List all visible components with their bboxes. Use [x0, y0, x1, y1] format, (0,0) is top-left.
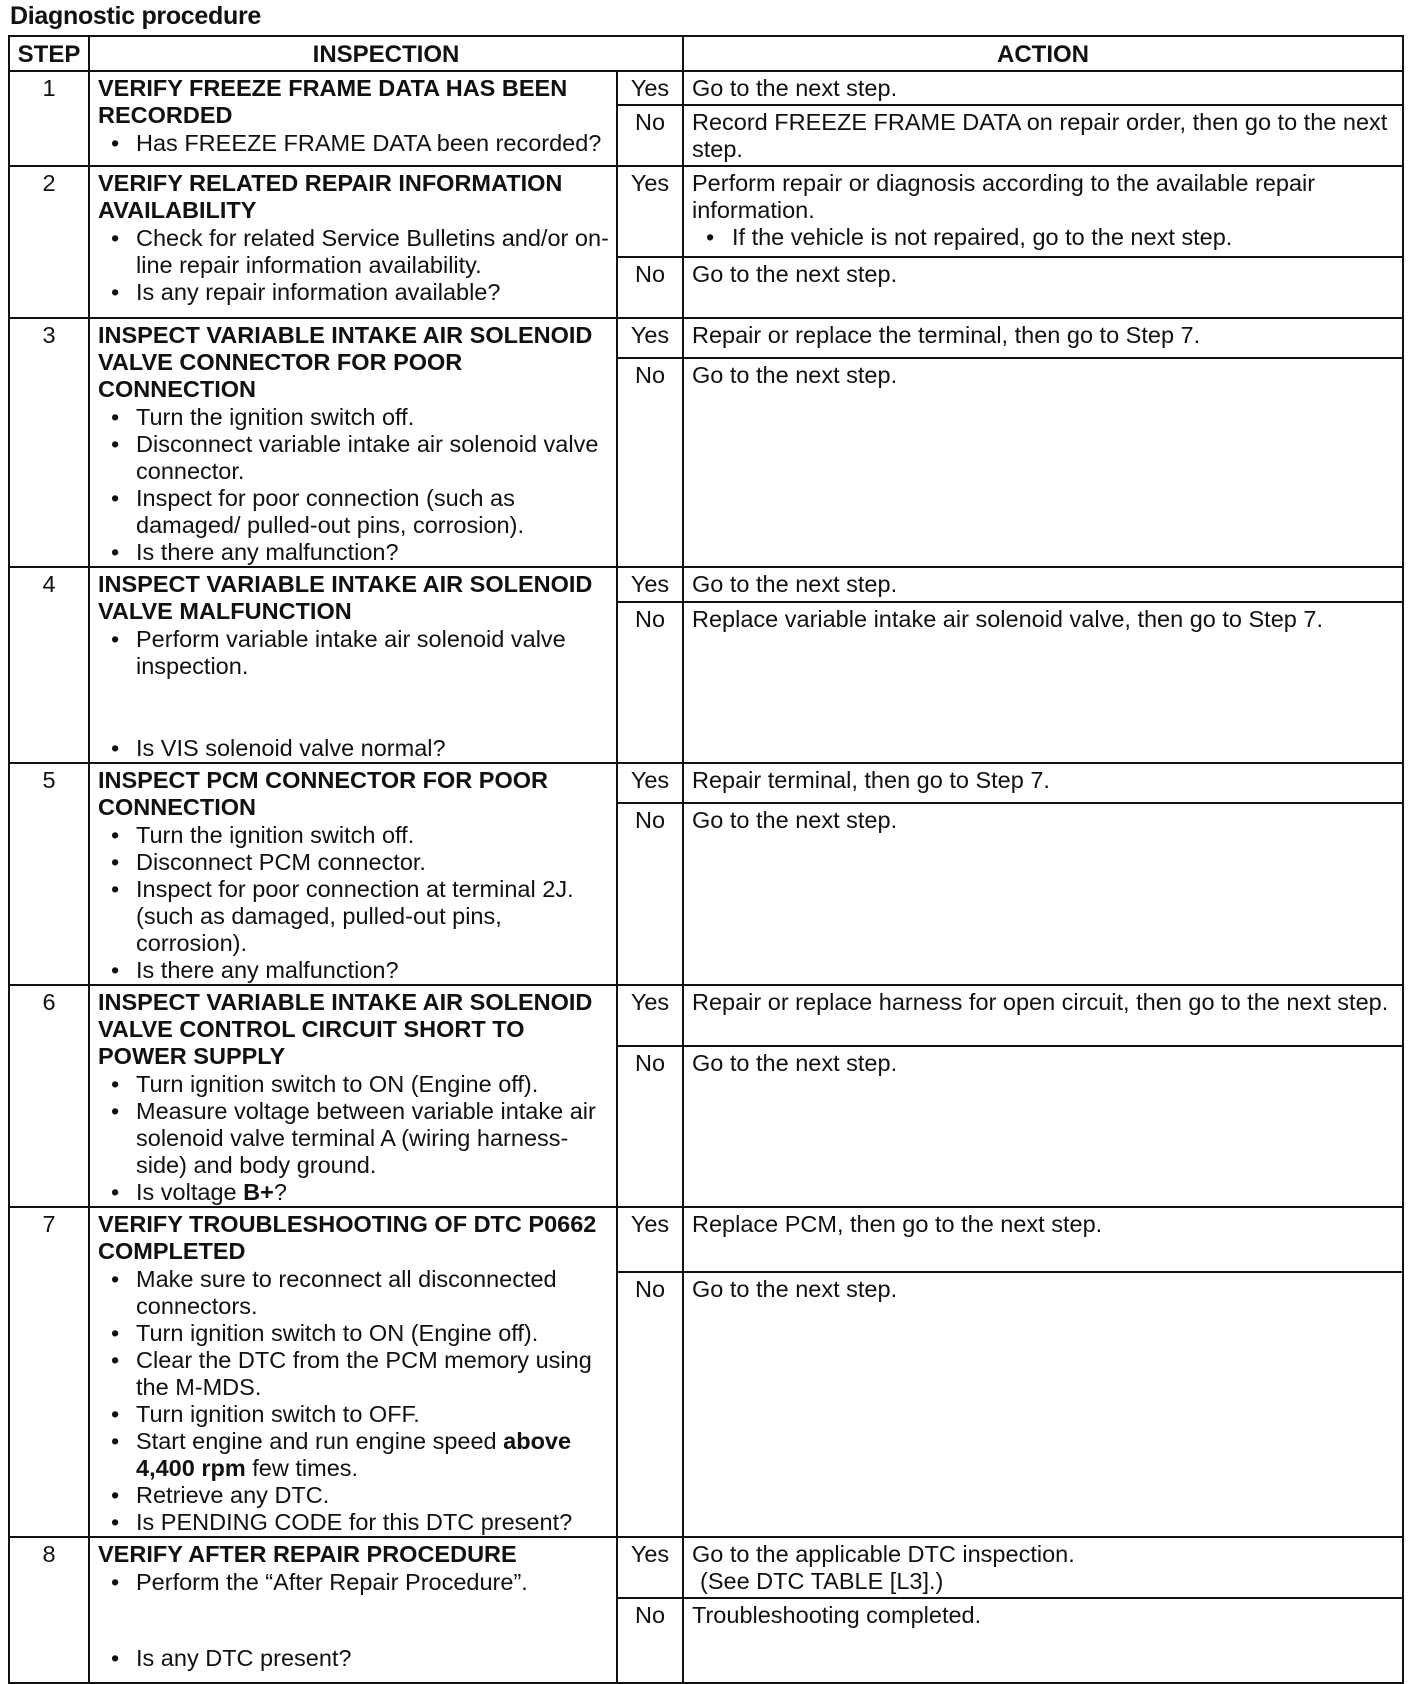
inspection-item: • Is voltage B+?: [108, 1179, 610, 1206]
diagnostic-table: [8, 35, 1404, 1684]
yes-action: Repair or replace the terminal, then go to Step 7.: [683, 318, 1403, 358]
no-action: Go to the next step.: [683, 803, 1403, 985]
inspection-title: INSPECT PCM CONNECTOR FOR POOR CONNECTION: [98, 767, 549, 820]
inspection-list: [98, 404, 610, 566]
inspection-title: VERIFY FREEZE FRAME DATA HAS BEEN RECORDED: [98, 75, 568, 128]
inspection-item: • Is there any malfunction?: [108, 957, 610, 984]
inspection-item: • Is there any malfunction?: [108, 539, 610, 566]
inspection-title: INSPECT VARIABLE INTAKE AIR SOLENOID VALVE CONNECTOR FOR POOR CONNECTION: [98, 322, 593, 402]
yes-label: Yes: [617, 567, 683, 602]
step-number: 2: [9, 166, 89, 318]
yes-action-reference: (See DTC TABLE [L3].): [700, 1568, 944, 1594]
step-inspection: [89, 71, 617, 166]
step-inspection: [89, 1207, 617, 1537]
inspection-item: • Turn ignition switch to ON (Engine off).: [108, 1320, 610, 1347]
step-8-yes-row: [9, 1537, 1403, 1598]
inspection-item: • Turn ignition switch to OFF.: [108, 1401, 610, 1428]
yes-label: Yes: [617, 985, 683, 1046]
no-action: Record FREEZE FRAME DATA on repair order, then go to the next step.: [683, 105, 1403, 166]
inspection-item: • Is any repair information available?: [108, 279, 610, 306]
step-4-yes-row: [9, 567, 1403, 602]
step-inspection: [89, 166, 617, 318]
step-3-yes-row: [9, 318, 1403, 358]
inspection-title: VERIFY TROUBLESHOOTING OF DTC P0662 COMPLETED: [98, 1211, 597, 1264]
step-number: 1: [9, 71, 89, 166]
step-inspection: [89, 567, 617, 763]
inspection-list: [98, 626, 610, 680]
yes-action-text: Go to the applicable DTC inspection.: [692, 1541, 1075, 1567]
inspection-list: [98, 1071, 610, 1206]
yes-action: [683, 166, 1403, 257]
no-label: No: [617, 803, 683, 985]
step-number: 3: [9, 318, 89, 567]
page-title: Diagnostic procedure: [10, 2, 261, 30]
header-action: ACTION: [683, 36, 1403, 71]
header-step: STEP: [9, 36, 89, 71]
inspection-title: VERIFY RELATED REPAIR INFORMATION AVAILABILITY: [98, 170, 563, 223]
step-number: 6: [9, 985, 89, 1207]
no-action: Go to the next step.: [683, 1272, 1403, 1537]
yes-action-text: Perform repair or diagnosis according to the available repair information.: [692, 170, 1316, 223]
yes-action: Go to the next step.: [683, 71, 1403, 105]
inspection-item: • Turn ignition switch to ON (Engine off).: [108, 1071, 610, 1098]
inspection-item: • Disconnect PCM connector.: [108, 849, 610, 876]
inspection-list: [98, 1266, 610, 1536]
inspection-item: • Inspect for poor connection (such as damaged/ pulled-out pins, corrosion).: [108, 485, 610, 539]
inspection-list: [98, 130, 610, 157]
yes-action: Repair or replace harness for open circuit, then go to the next step.: [683, 985, 1403, 1046]
inspection-item: • Is PENDING CODE for this DTC present?: [108, 1509, 610, 1536]
inspection-item: • Start engine and run engine speed above 4,400 rpm few times.: [108, 1428, 610, 1482]
no-action: Go to the next step.: [683, 1046, 1403, 1207]
step-7-yes-row: [9, 1207, 1403, 1272]
yes-label: Yes: [617, 71, 683, 105]
step-number: 4: [9, 567, 89, 763]
inspection-item: • Is any DTC present?: [108, 1645, 610, 1672]
yes-action-bullet: • If the vehicle is not repaired, go to the next step.: [692, 224, 1394, 251]
no-label: No: [617, 602, 683, 763]
inspection-list: [98, 225, 610, 306]
no-label: No: [617, 1046, 683, 1207]
no-action: Troubleshooting completed.: [683, 1598, 1403, 1683]
yes-action: Go to the next step.: [683, 567, 1403, 602]
yes-label: Yes: [617, 166, 683, 257]
step-2-yes-row: [9, 166, 1403, 257]
step-inspection: [89, 985, 617, 1207]
header-row: [9, 36, 1403, 71]
no-label: No: [617, 1598, 683, 1683]
inspection-item: • Clear the DTC from the PCM memory using the M-MDS.: [108, 1347, 610, 1401]
yes-label: Yes: [617, 318, 683, 358]
inspection-item: • Retrieve any DTC.: [108, 1482, 610, 1509]
inspection-title: VERIFY AFTER REPAIR PROCEDURE: [98, 1541, 517, 1567]
no-label: No: [617, 105, 683, 166]
no-label: No: [617, 257, 683, 318]
inspection-item: • Perform variable intake air solenoid valve inspection.: [108, 626, 610, 680]
step-5-yes-row: [9, 763, 1403, 803]
no-action: Replace variable intake air solenoid valve, then go to Step 7.: [683, 602, 1403, 763]
no-action: Go to the next step.: [683, 257, 1403, 318]
inspection-item: • Perform the “After Repair Procedure”.: [108, 1569, 610, 1596]
step-number: 7: [9, 1207, 89, 1537]
step-number: 8: [9, 1537, 89, 1683]
yes-action: [683, 1537, 1403, 1598]
inspection-list: [98, 1569, 610, 1596]
yes-label: Yes: [617, 763, 683, 803]
inspection-item: • Check for related Service Bulletins and/or on-line repair information availability.: [108, 225, 610, 279]
inspection-title: INSPECT VARIABLE INTAKE AIR SOLENOID VALVE MALFUNCTION: [98, 571, 593, 624]
yes-action: Repair terminal, then go to Step 7.: [683, 763, 1403, 803]
step-inspection: [89, 318, 617, 567]
inspection-list: [98, 1645, 610, 1672]
no-label: No: [617, 1272, 683, 1537]
step-6-yes-row: [9, 985, 1403, 1046]
header-inspection: INSPECTION: [89, 36, 683, 71]
yes-action: Replace PCM, then go to the next step.: [683, 1207, 1403, 1272]
step-number: 5: [9, 763, 89, 985]
inspection-list: [98, 735, 610, 762]
inspection-item: • Turn the ignition switch off.: [108, 404, 610, 431]
inspection-list: [98, 822, 610, 984]
inspection-title: INSPECT VARIABLE INTAKE AIR SOLENOID VALVE CONTROL CIRCUIT SHORT TO POWER SUPPLY: [98, 989, 593, 1069]
inspection-item: • Measure voltage between variable intake air solenoid valve terminal A (wiring harness-side) and body ground.: [108, 1098, 610, 1179]
no-label: No: [617, 358, 683, 567]
no-action: Go to the next step.: [683, 358, 1403, 567]
inspection-item: • Has FREEZE FRAME DATA been recorded?: [108, 130, 610, 157]
inspection-item: • Turn the ignition switch off.: [108, 822, 610, 849]
inspection-item: • Inspect for poor connection at terminal 2J. (such as damaged, pulled-out pins, corrosion).: [108, 876, 610, 957]
step-inspection: [89, 1537, 617, 1683]
inspection-item: • Disconnect variable intake air solenoid valve connector.: [108, 431, 610, 485]
step-1-yes-row: [9, 71, 1403, 105]
yes-label: Yes: [617, 1537, 683, 1598]
step-inspection: [89, 763, 617, 985]
yes-label: Yes: [617, 1207, 683, 1272]
inspection-item: • Is VIS solenoid valve normal?: [108, 735, 610, 762]
inspection-item: • Make sure to reconnect all disconnected connectors.: [108, 1266, 610, 1320]
